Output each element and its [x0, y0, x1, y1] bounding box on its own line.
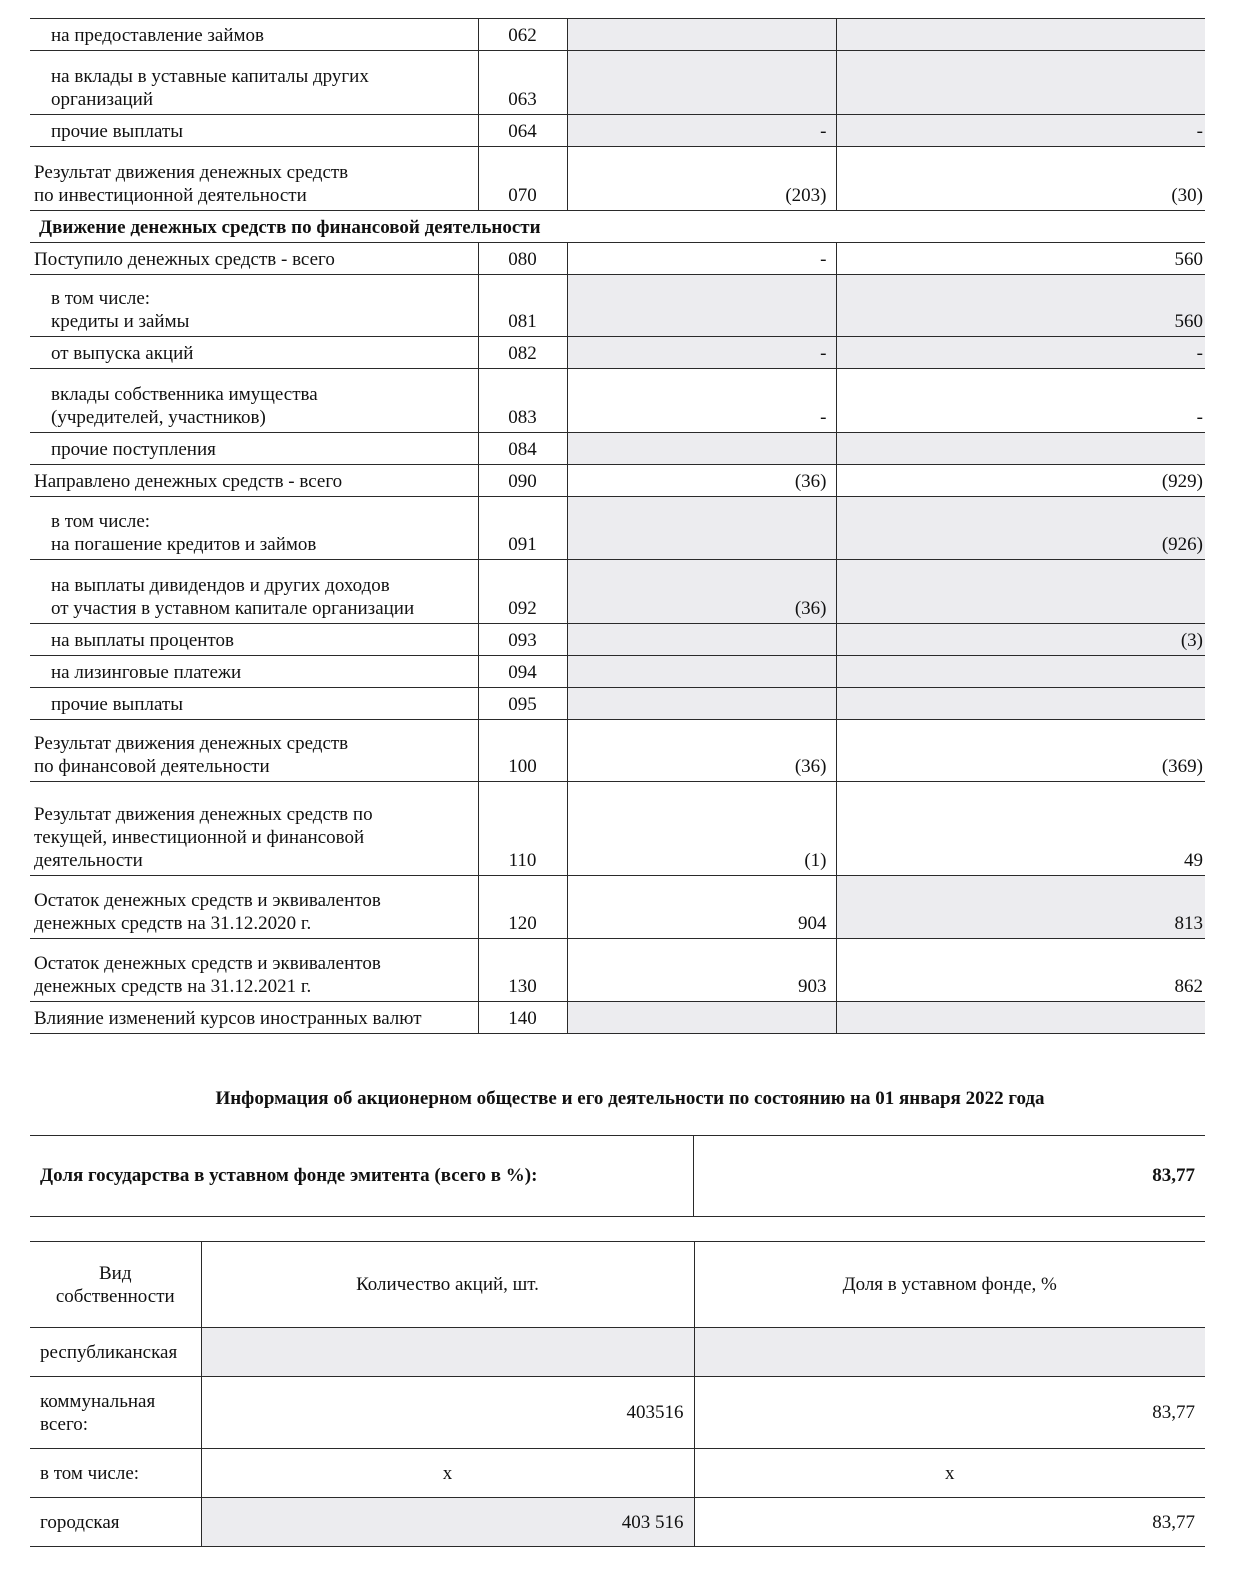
value-2021: (36)	[567, 560, 836, 624]
share-percent: 83,77	[694, 1498, 1205, 1547]
table-row	[30, 275, 1205, 337]
table-row	[30, 720, 1205, 782]
row-label: от выпуска акций	[30, 337, 478, 369]
value-2020	[836, 656, 1205, 688]
value-2021: -	[567, 337, 836, 369]
row-code: 070	[478, 147, 567, 211]
ownership-type: республиканская	[30, 1328, 201, 1377]
row-code: 081	[478, 275, 567, 337]
row-label: Результат движения денежных средств по финансовой деятельности	[30, 720, 478, 782]
table-row	[30, 782, 1205, 876]
row-code: 120	[478, 876, 567, 939]
table-row	[30, 1328, 1205, 1377]
value-2020: -	[836, 115, 1205, 147]
row-label: Остаток денежных средств и эквивалентов денежных средств на 31.12.2021 г.	[30, 939, 478, 1002]
value-2020: (3)	[836, 624, 1205, 656]
value-2021	[567, 624, 836, 656]
value-2021	[567, 497, 836, 560]
row-label: на выплаты дивидендов и других доходов от участия в уставном капитале организации	[30, 560, 478, 624]
shares-count: 403516	[201, 1377, 694, 1449]
row-code: 100	[478, 720, 567, 782]
row-label: Результат движения денежных средств по инвестиционной деятельности	[30, 147, 478, 211]
table-row	[30, 1377, 1205, 1449]
row-code: 091	[478, 497, 567, 560]
table-row	[30, 1449, 1205, 1498]
row-code: 080	[478, 243, 567, 275]
info-title: Информация об акционерном обществе и его деятельности по состоянию на 01 января 2022 года	[215, 1088, 1045, 1109]
row-code: 093	[478, 624, 567, 656]
row-label: Направлено денежных средств - всего	[30, 465, 478, 497]
table-row	[30, 688, 1205, 720]
value-2020	[836, 433, 1205, 465]
shares-count	[201, 1328, 694, 1377]
value-2021	[567, 433, 836, 465]
value-2021	[567, 19, 836, 51]
value-2021: -	[567, 243, 836, 275]
row-code: 064	[478, 115, 567, 147]
value-2020: 49	[836, 782, 1205, 876]
row-label: Результат движения денежных средств по текущей, инвестиционной и финансовой деятельности	[30, 782, 478, 876]
value-2020: 560	[836, 275, 1205, 337]
value-2020: (926)	[836, 497, 1205, 560]
shares-count: 403 516	[201, 1498, 694, 1547]
value-2021	[567, 656, 836, 688]
row-code: 130	[478, 939, 567, 1002]
row-label: в том числе: кредиты и займы	[30, 275, 478, 337]
row-code: 090	[478, 465, 567, 497]
row-label: на выплаты процентов	[30, 624, 478, 656]
value-2021	[567, 688, 836, 720]
column-header: Доля в уставном фонде, %	[694, 1242, 1205, 1328]
value-2021: (36)	[567, 465, 836, 497]
section-row	[30, 211, 1205, 243]
table-row	[30, 19, 1205, 51]
section-heading: Движение денежных средств по финансовой деятельности	[30, 211, 1205, 243]
share-percent	[694, 1328, 1205, 1377]
value-2020	[836, 19, 1205, 51]
value-2021: -	[567, 369, 836, 433]
value-2020	[836, 560, 1205, 624]
row-code: 095	[478, 688, 567, 720]
ownership-table	[30, 1241, 1205, 1547]
table-row	[30, 876, 1205, 939]
row-label: в том числе: на погашение кредитов и займов	[30, 497, 478, 560]
table-row	[30, 465, 1205, 497]
table-row	[30, 115, 1205, 147]
value-2021: 904	[567, 876, 836, 939]
value-2021: (1)	[567, 782, 836, 876]
value-2020: (30)	[836, 147, 1205, 211]
table-row	[30, 939, 1205, 1002]
table-row	[30, 1498, 1205, 1547]
row-label: вклады собственника имущества (учредителей, участников)	[30, 369, 478, 433]
value-2020	[836, 51, 1205, 115]
row-label: Поступило денежных средств - всего	[30, 243, 478, 275]
value-2020: 813	[836, 876, 1205, 939]
row-code: 082	[478, 337, 567, 369]
row-label: на вклады в уставные капиталы других организаций	[30, 51, 478, 115]
row-code: 092	[478, 560, 567, 624]
header-row	[30, 1242, 1205, 1328]
value-2021	[567, 275, 836, 337]
row-code: 062	[478, 19, 567, 51]
state-share-label: Доля государства в уставном фонде эмитента (всего в %):	[30, 1136, 694, 1216]
state-share-value: 83,77	[1152, 1165, 1195, 1186]
value-2020	[836, 1002, 1205, 1034]
value-2021: 903	[567, 939, 836, 1002]
table-row	[30, 656, 1205, 688]
share-percent: x	[694, 1449, 1205, 1498]
shares-count: x	[201, 1449, 694, 1498]
row-code: 140	[478, 1002, 567, 1034]
value-2020: -	[836, 369, 1205, 433]
ownership-type: в том числе:	[30, 1449, 201, 1498]
row-code: 084	[478, 433, 567, 465]
row-label: Влияние изменений курсов иностранных валют	[30, 1002, 478, 1034]
row-label: прочие выплаты	[30, 115, 478, 147]
column-header: Вид собственности	[30, 1242, 201, 1328]
table-row	[30, 51, 1205, 115]
row-label: Остаток денежных средств и эквивалентов денежных средств на 31.12.2020 г.	[30, 876, 478, 939]
state-share-block	[30, 1135, 1205, 1217]
value-2021: (36)	[567, 720, 836, 782]
table-row	[30, 1002, 1205, 1034]
share-percent: 83,77	[694, 1377, 1205, 1449]
value-2020: -	[836, 337, 1205, 369]
table-row	[30, 337, 1205, 369]
value-2020	[836, 688, 1205, 720]
column-header: Количество акций, шт.	[201, 1242, 694, 1328]
row-label: прочие поступления	[30, 433, 478, 465]
table-row	[30, 433, 1205, 465]
row-code: 110	[478, 782, 567, 876]
row-code: 094	[478, 656, 567, 688]
row-code: 063	[478, 51, 567, 115]
value-2020: (929)	[836, 465, 1205, 497]
value-2021: -	[567, 115, 836, 147]
row-label: прочие выплаты	[30, 688, 478, 720]
value-2020: (369)	[836, 720, 1205, 782]
table-row	[30, 147, 1205, 211]
row-label: на лизинговые платежи	[30, 656, 478, 688]
row-label: на предоставление займов	[30, 19, 478, 51]
value-2020: 560	[836, 243, 1205, 275]
table-row	[30, 560, 1205, 624]
table-row	[30, 369, 1205, 433]
table-row	[30, 624, 1205, 656]
value-2021	[567, 1002, 836, 1034]
table-row	[30, 497, 1205, 560]
value-2021: (203)	[567, 147, 836, 211]
value-2020: 862	[836, 939, 1205, 1002]
value-2021	[567, 51, 836, 115]
table-row	[30, 243, 1205, 275]
row-code: 083	[478, 369, 567, 433]
ownership-type: коммунальная всего:	[30, 1377, 201, 1449]
ownership-type: городская	[30, 1498, 201, 1547]
cash-flow-table	[30, 18, 1205, 1034]
